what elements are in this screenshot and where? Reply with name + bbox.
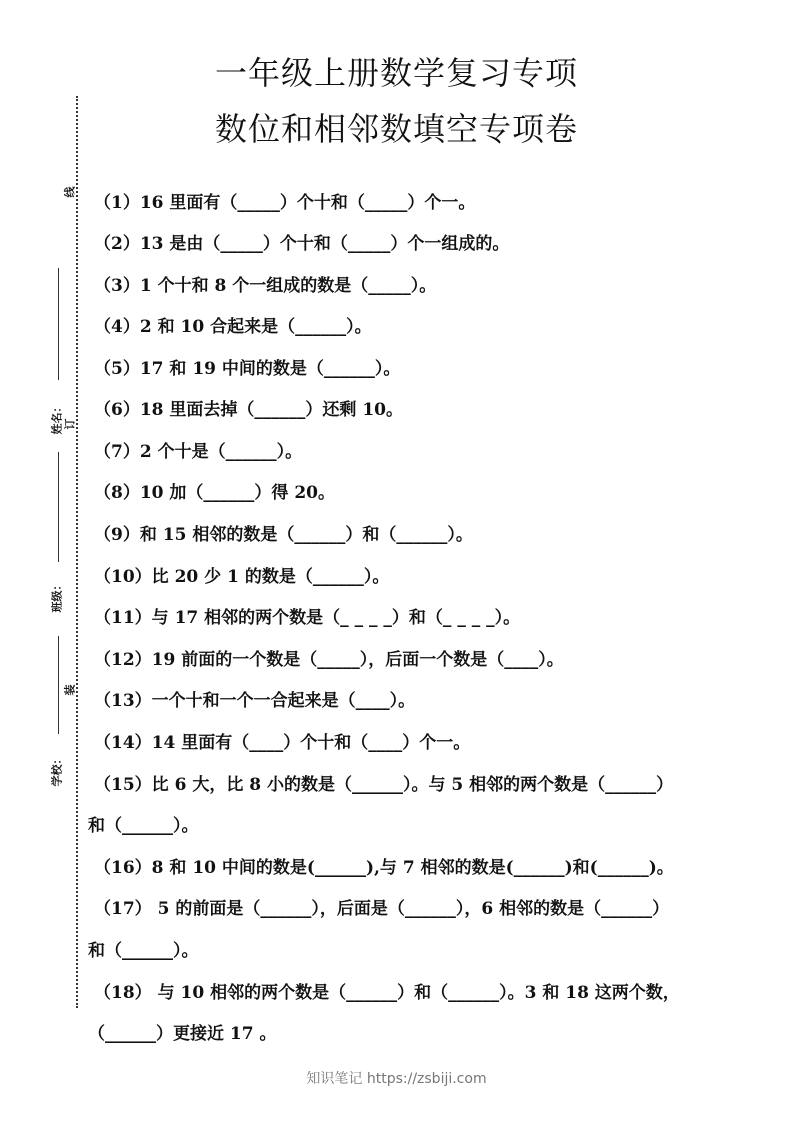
question-16: （16）8 和 10 中间的数是(______),与 7 相邻的数是(______)和(______)。	[94, 858, 674, 878]
question-13: （13）一个十和一个一合起来是（____）。	[94, 691, 416, 711]
question-7: （7）2 个十是（______）。	[94, 442, 303, 462]
question-1: （1）16 里面有（_____）个十和（_____）个一。	[94, 193, 476, 213]
question-15: （15）比 6 大，比 8 小的数是（______）。与 5 相邻的两个数是（______）	[94, 775, 674, 795]
page-subtitle: 数位和相邻数填空专项卷	[214, 110, 578, 148]
question-3: （3）1 个十和 8 个一组成的数是（_____）。	[94, 276, 437, 296]
question-2: （2）13 是由（_____）个十和（_____）个一组成的。	[94, 234, 510, 254]
page-title: 一年级上册数学复习专项	[214, 54, 578, 92]
margin-label-class: 班级：	[50, 579, 64, 613]
question-12: （12）19 前面的一个数是（_____），后面一个数是（____）。	[94, 650, 564, 670]
question-11: （11）与 17 相邻的两个数是（_ _ _ _）和（_ _ _ _）。	[94, 608, 521, 628]
margin-label-install: 装	[63, 684, 77, 696]
question-17-continued: 和（______）。	[88, 941, 199, 961]
question-17: （17） 5 的前面是（______），后面是（______），6 相邻的数是（______）	[94, 899, 670, 919]
question-9: （9）和 15 相邻的数是（______）和（______）。	[94, 525, 473, 545]
question-10: （10）比 20 少 1 的数是（______）。	[94, 567, 390, 587]
question-8: （8）10 加（______）得 20。	[94, 483, 335, 503]
question-6: （6）18 里面去掉（______）还剩 10。	[94, 400, 403, 420]
question-18-continued: （______）更接近 17 。	[88, 1024, 277, 1044]
margin-label-name: 姓名：	[50, 401, 64, 435]
margin-label-bind: 订	[63, 418, 77, 430]
question-15-continued: 和（______）。	[88, 816, 199, 836]
question-18: （18） 与 10 相邻的两个数是（______）和（______）。3 和 18 这两个数，	[94, 983, 680, 1003]
question-4: （4）2 和 10 合起来是（______）。	[94, 317, 372, 337]
question-5: （5）17 和 19 中间的数是（______）。	[94, 359, 401, 379]
footer-watermark: 知识笔记 https://zsbiji.com	[306, 1071, 487, 1087]
margin-label-line: 线	[63, 186, 77, 198]
question-14: （14）14 里面有（____）个十和（____）个一。	[94, 733, 471, 753]
margin-rule-school	[58, 636, 59, 734]
margin-rule-class	[58, 452, 59, 562]
binding-dotted-line	[76, 96, 78, 1008]
margin-label-school: 学校：	[50, 753, 64, 787]
margin-rule-name	[58, 268, 59, 380]
